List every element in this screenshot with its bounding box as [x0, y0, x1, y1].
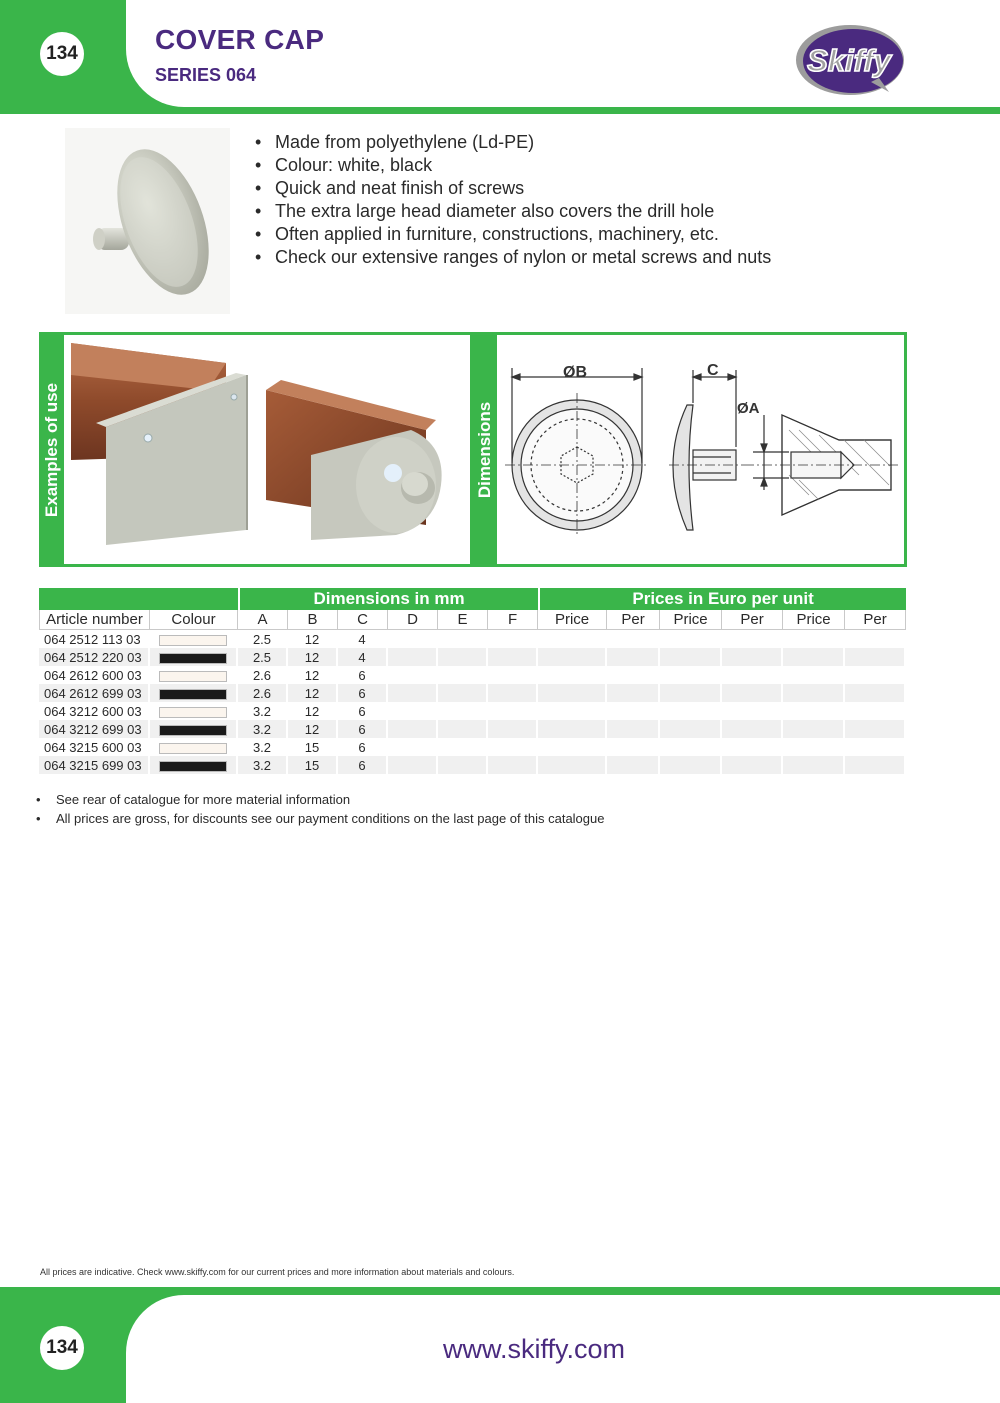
empty-cell: [783, 666, 845, 684]
spec-table-body: [39, 630, 906, 774]
dim-b-cell: 15: [288, 756, 338, 774]
colour-swatch: [159, 671, 227, 682]
note-item: • All prices are gross, for discounts see our payment conditions on the last page of this catalogue: [36, 809, 604, 828]
colour-cell: [150, 684, 238, 702]
dim-a-cell: 2.5: [238, 630, 288, 648]
col-header: Price: [538, 610, 607, 630]
dim-b-cell: 12: [288, 702, 338, 720]
empty-cell: [660, 738, 722, 756]
empty-cell: [388, 666, 438, 684]
empty-cell: [438, 684, 488, 702]
group-header-blank: [39, 588, 238, 610]
group-header-prices: Prices in Euro per unit: [538, 588, 906, 610]
page-title: COVER CAP: [155, 24, 325, 55]
article-number-cell: 064 3215 600 03: [39, 738, 150, 756]
empty-cell: [488, 648, 538, 666]
dimensions-drawing: [499, 335, 904, 564]
empty-cell: [538, 702, 607, 720]
col-header: Article number: [39, 610, 150, 630]
empty-cell: [660, 756, 722, 774]
colour-cell: [150, 702, 238, 720]
empty-cell: [845, 684, 906, 702]
dimensions-label: Dimensions: [472, 332, 497, 567]
empty-cell: [660, 702, 722, 720]
col-header: Per: [845, 610, 906, 630]
empty-cell: [538, 630, 607, 648]
product-photo: [65, 128, 230, 314]
col-header: Price: [783, 610, 845, 630]
colour-cell: [150, 720, 238, 738]
table-row: [39, 702, 906, 720]
empty-cell: [722, 666, 783, 684]
empty-cell: [607, 666, 660, 684]
col-header: E: [438, 610, 488, 630]
empty-cell: [388, 702, 438, 720]
empty-cell: [722, 702, 783, 720]
colour-cell: [150, 756, 238, 774]
empty-cell: [660, 720, 722, 738]
colour-swatch: [159, 761, 227, 772]
empty-cell: [488, 702, 538, 720]
feature-item: • Check our extensive ranges of nylon or metal screws and nuts: [255, 246, 771, 269]
empty-cell: [607, 738, 660, 756]
empty-cell: [488, 720, 538, 738]
colour-cell: [150, 666, 238, 684]
dim-c-cell: 6: [338, 702, 388, 720]
examples-illustration: [66, 335, 470, 564]
feature-item: • Colour: white, black: [255, 154, 771, 177]
col-header: Colour: [150, 610, 238, 630]
empty-cell: [438, 630, 488, 648]
notes-list: [36, 790, 604, 828]
dim-b-cell: 12: [288, 720, 338, 738]
col-header: B: [288, 610, 338, 630]
empty-cell: [845, 738, 906, 756]
colour-swatch: [159, 653, 227, 664]
table-row: [39, 666, 906, 684]
colour-swatch: [159, 689, 227, 700]
dim-c-label: C: [707, 362, 719, 379]
dim-b-label: ØB: [563, 364, 587, 381]
dim-b-cell: 12: [288, 684, 338, 702]
article-number-cell: 064 3212 699 03: [39, 720, 150, 738]
colour-cell: [150, 738, 238, 756]
empty-cell: [783, 648, 845, 666]
colour-cell: [150, 648, 238, 666]
dim-c-cell: 4: [338, 630, 388, 648]
dim-a-cell: 3.2: [238, 738, 288, 756]
spec-table: [39, 588, 906, 774]
col-header: Price: [660, 610, 722, 630]
article-number-cell: 064 2612 699 03: [39, 684, 150, 702]
dim-c-cell: 6: [338, 738, 388, 756]
empty-cell: [722, 684, 783, 702]
dim-a-cell: 3.2: [238, 702, 288, 720]
empty-cell: [607, 702, 660, 720]
empty-cell: [845, 720, 906, 738]
footer-page-number: 134: [40, 1326, 84, 1370]
website-link[interactable]: www.skiffy.com: [443, 1334, 626, 1364]
page-number-badge: 134: [40, 32, 84, 76]
empty-cell: [845, 630, 906, 648]
dim-a-cell: 2.5: [238, 648, 288, 666]
col-header: A: [238, 610, 288, 630]
empty-cell: [722, 630, 783, 648]
colour-swatch: [159, 743, 227, 754]
empty-cell: [660, 666, 722, 684]
empty-cell: [388, 738, 438, 756]
col-header: F: [488, 610, 538, 630]
col-header: Per: [607, 610, 660, 630]
group-header-dimensions: Dimensions in mm: [238, 588, 538, 610]
dim-c-cell: 6: [338, 666, 388, 684]
empty-cell: [538, 684, 607, 702]
empty-cell: [438, 702, 488, 720]
empty-cell: [845, 666, 906, 684]
empty-cell: [488, 630, 538, 648]
table-row: [39, 756, 906, 774]
empty-cell: [438, 648, 488, 666]
logo-text: Skiffy: [807, 43, 891, 78]
empty-cell: [722, 738, 783, 756]
empty-cell: [845, 756, 906, 774]
article-number-cell: 064 3212 600 03: [39, 702, 150, 720]
empty-cell: [845, 648, 906, 666]
skiffy-logo: [793, 20, 909, 100]
article-number-cell: 064 2612 600 03: [39, 666, 150, 684]
feature-item: • Quick and neat finish of screws: [255, 177, 771, 200]
feature-list: [255, 131, 771, 269]
empty-cell: [488, 684, 538, 702]
empty-cell: [722, 756, 783, 774]
dim-c-cell: 4: [338, 648, 388, 666]
empty-cell: [438, 756, 488, 774]
empty-cell: [783, 738, 845, 756]
empty-cell: [488, 756, 538, 774]
empty-cell: [660, 684, 722, 702]
empty-cell: [722, 648, 783, 666]
empty-cell: [388, 684, 438, 702]
empty-cell: [783, 756, 845, 774]
dim-c-cell: 6: [338, 756, 388, 774]
empty-cell: [783, 720, 845, 738]
article-number-cell: 064 3215 699 03: [39, 756, 150, 774]
dim-a-label: ØA: [737, 400, 760, 417]
empty-cell: [722, 720, 783, 738]
colour-swatch: [159, 725, 227, 736]
empty-cell: [438, 738, 488, 756]
empty-cell: [607, 720, 660, 738]
colour-cell: [150, 630, 238, 648]
empty-cell: [388, 648, 438, 666]
page-subtitle: SERIES 064: [155, 65, 257, 85]
dim-a-cell: 3.2: [238, 756, 288, 774]
examples-label: Examples of use: [39, 332, 64, 567]
empty-cell: [783, 684, 845, 702]
empty-cell: [538, 666, 607, 684]
empty-cell: [438, 720, 488, 738]
table-row: [39, 684, 906, 702]
empty-cell: [488, 666, 538, 684]
table-row: [39, 738, 906, 756]
empty-cell: [660, 630, 722, 648]
empty-cell: [388, 630, 438, 648]
note-item: • See rear of catalogue for more material information: [36, 790, 604, 809]
dim-a-cell: 3.2: [238, 720, 288, 738]
feature-item: • Often applied in furniture, constructions, machinery, etc.: [255, 223, 771, 246]
empty-cell: [607, 684, 660, 702]
colour-swatch: [159, 635, 227, 646]
col-header: C: [338, 610, 388, 630]
empty-cell: [783, 702, 845, 720]
dim-c-cell: 6: [338, 720, 388, 738]
empty-cell: [388, 720, 438, 738]
empty-cell: [845, 702, 906, 720]
dim-a-cell: 2.6: [238, 666, 288, 684]
dim-a-cell: 2.6: [238, 684, 288, 702]
empty-cell: [438, 666, 488, 684]
dim-b-cell: 12: [288, 666, 338, 684]
empty-cell: [538, 738, 607, 756]
feature-item: • Made from polyethylene (Ld-PE): [255, 131, 771, 154]
table-row: [39, 630, 906, 648]
empty-cell: [488, 738, 538, 756]
empty-cell: [388, 756, 438, 774]
article-number-cell: 064 2512 113 03: [39, 630, 150, 648]
empty-cell: [538, 756, 607, 774]
empty-cell: [607, 630, 660, 648]
colour-swatch: [159, 707, 227, 718]
price-disclaimer: All prices are indicative. Check www.skiffy.com for our current prices and more information about materials and colours.: [40, 1267, 515, 1277]
dim-b-cell: 15: [288, 738, 338, 756]
empty-cell: [538, 720, 607, 738]
empty-cell: [783, 630, 845, 648]
table-row: [39, 648, 906, 666]
col-header: Per: [722, 610, 783, 630]
feature-item: • The extra large head diameter also covers the drill hole: [255, 200, 771, 223]
article-number-cell: 064 2512 220 03: [39, 648, 150, 666]
dim-b-cell: 12: [288, 648, 338, 666]
table-row: [39, 720, 906, 738]
empty-cell: [607, 756, 660, 774]
dim-b-cell: 12: [288, 630, 338, 648]
dim-c-cell: 6: [338, 684, 388, 702]
empty-cell: [660, 648, 722, 666]
col-header: D: [388, 610, 438, 630]
empty-cell: [538, 648, 607, 666]
empty-cell: [607, 648, 660, 666]
